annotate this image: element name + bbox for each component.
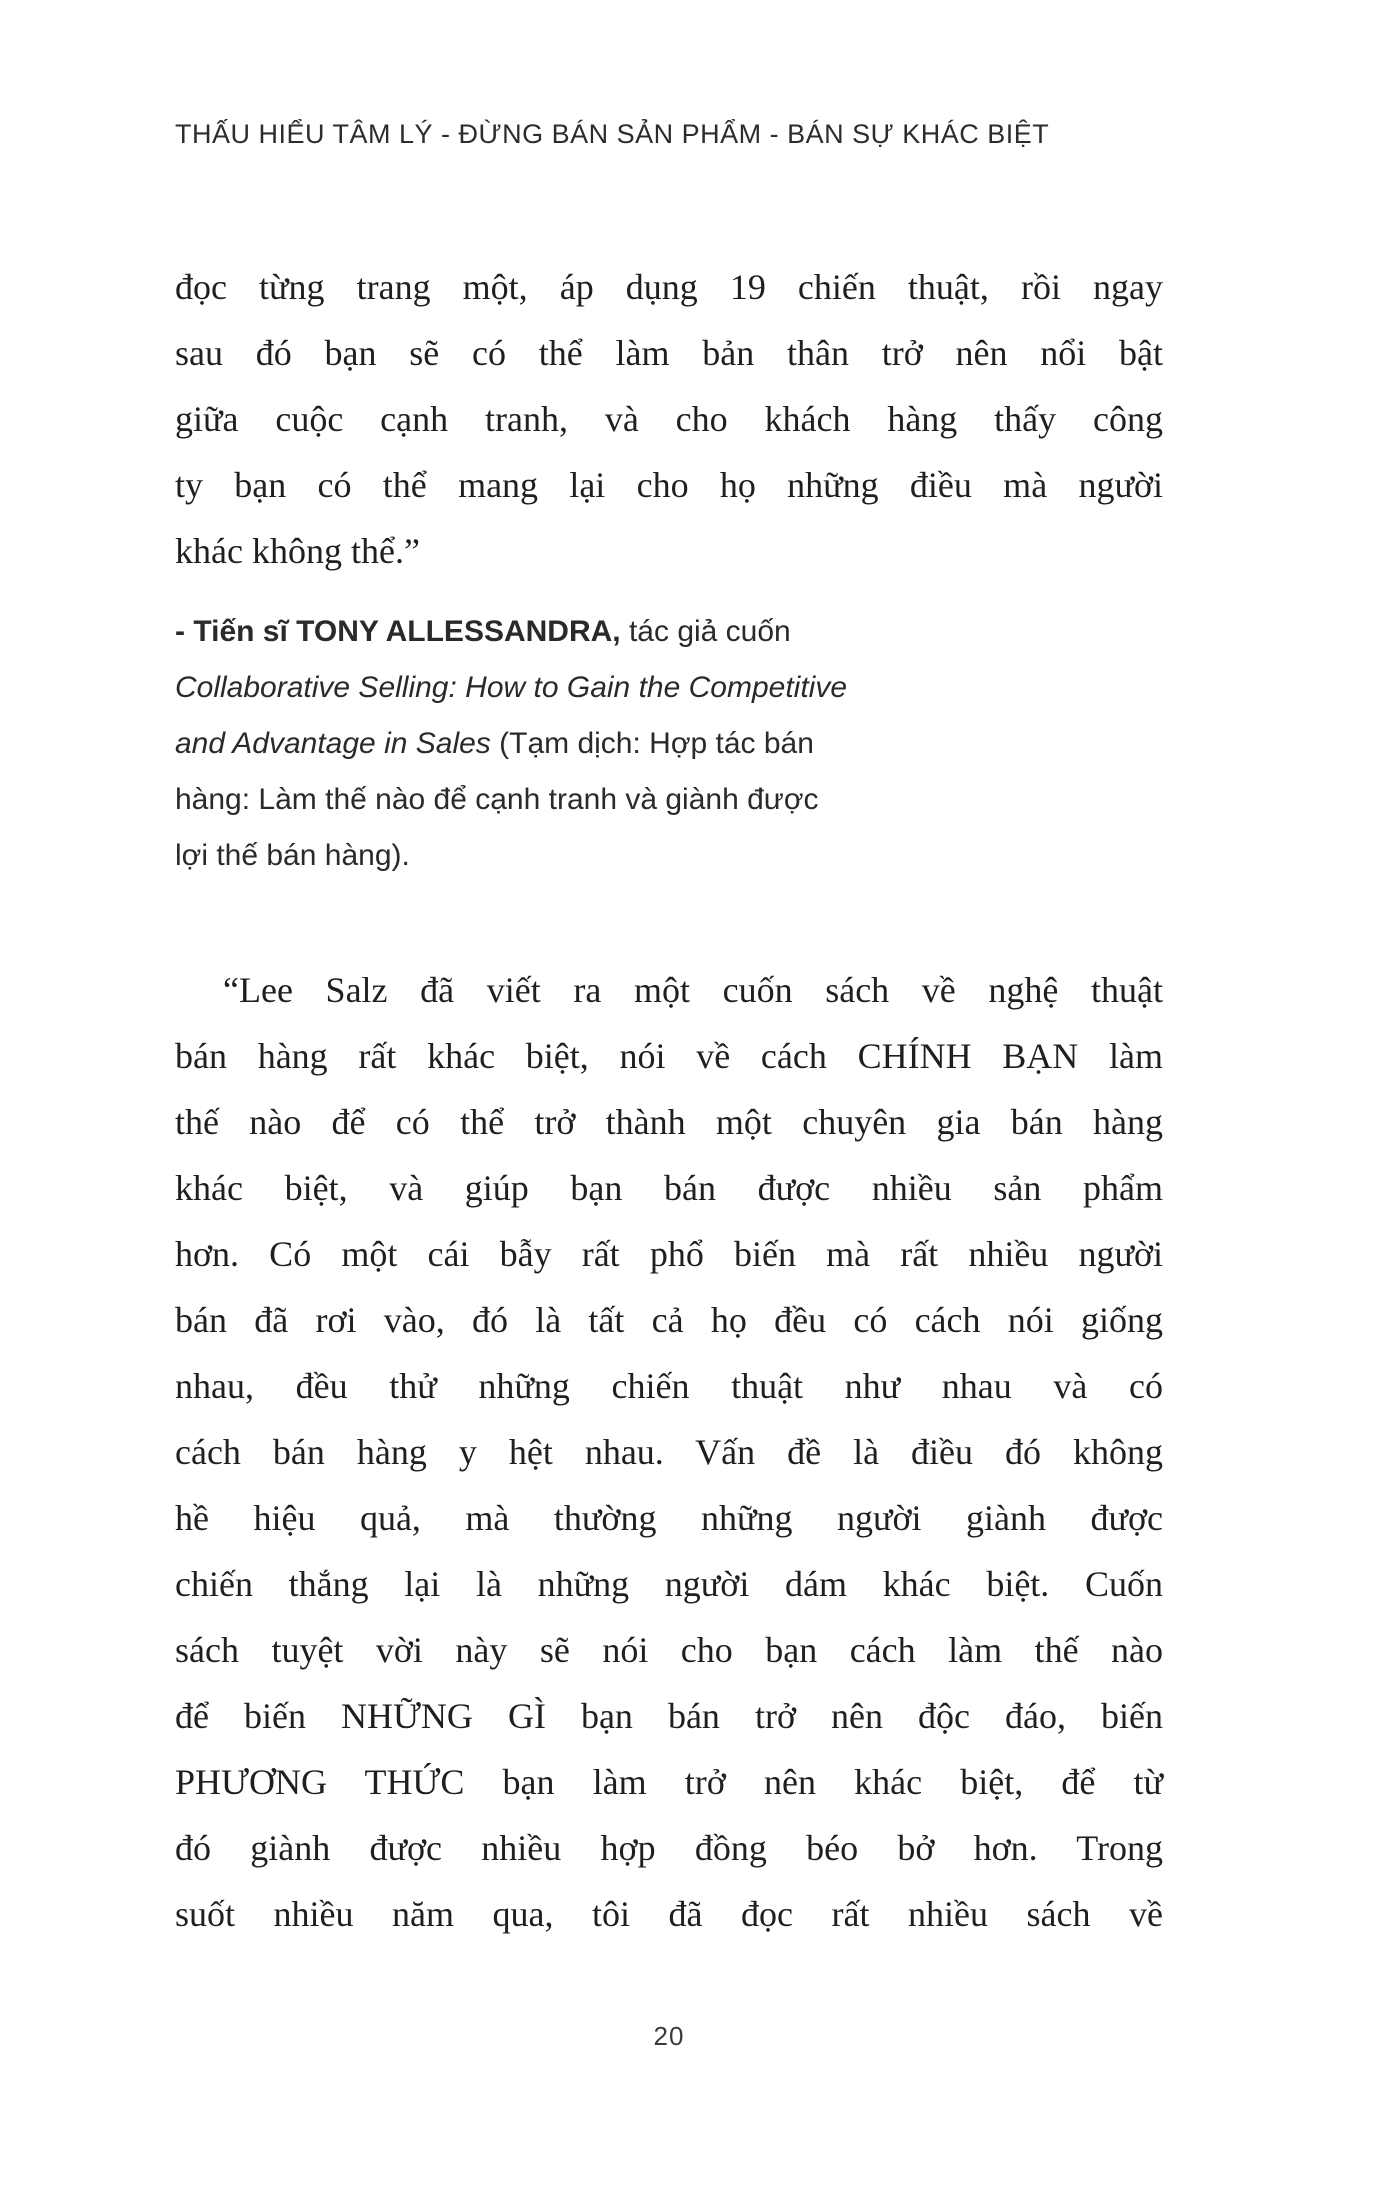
text-line: đọc từng trang một, áp dụng 19 chiến thuật, rồi ngay — [175, 267, 1163, 307]
attribution-block — [175, 604, 1163, 884]
text-line: giữa cuộc cạnh tranh, và cho khách hàng thấy công — [175, 399, 1163, 439]
running-header: THẤU HIỂU TÂM LÝ - ĐỪNG BÁN SẢN PHẨM - BÁN SỰ KHÁC BIỆT — [175, 119, 1050, 149]
text-line: sau đó bạn sẽ có thể làm bản thân trở nên nổi bật — [175, 333, 1163, 373]
text-line: bán hàng rất khác biệt, nói về cách CHÍNH BẠN làm — [175, 1036, 1163, 1076]
page-number: 20 — [653, 2021, 685, 2051]
text-line: chiến thắng lại là những người dám khác biệt. Cuốn — [175, 1564, 1163, 1604]
attribution-line — [175, 716, 1163, 772]
text-line: để biến NHỮNG GÌ bạn bán trở nên độc đáo, biến — [175, 1696, 1163, 1736]
attribution-line — [175, 604, 1163, 660]
text-line: khác biệt, và giúp bạn bán được nhiều sản phẩm — [175, 1168, 1163, 1208]
text-line: nhau, đều thử những chiến thuật như nhau và có — [175, 1366, 1163, 1406]
attribution-segment: Collaborative Selling: How to Gain the Competitive — [175, 671, 847, 704]
attribution-line — [175, 660, 1163, 716]
attribution-line — [175, 772, 1163, 828]
text-line: suốt nhiều năm qua, tôi đã đọc rất nhiều sách về — [175, 1894, 1163, 1934]
attribution-segment: lợi thế bán hàng). — [175, 839, 410, 872]
text-line: cách bán hàng y hệt nhau. Vấn đề là điều đó không — [175, 1432, 1163, 1472]
attribution-segment: (Tạm dịch: Hợp tác bán — [490, 727, 814, 760]
attribution-segment: tác giả cuốn — [620, 615, 791, 648]
text-line: PHƯƠNG THỨC bạn làm trở nên khác biệt, để từ — [175, 1762, 1163, 1802]
quote-paragraph — [175, 254, 1163, 584]
text-line: hề hiệu quả, mà thường những người giành được — [175, 1498, 1163, 1538]
text-line: khác không thể.” — [175, 531, 420, 571]
text-line: thế nào để có thể trở thành một chuyên gia bán hàng — [175, 1102, 1163, 1142]
attribution-segment: - Tiến sĩ TONY ALLESSANDRA, — [175, 615, 621, 648]
attribution-segment: and Advantage in Sales — [175, 727, 491, 760]
attribution-line — [175, 828, 1163, 884]
text-line: bán đã rơi vào, đó là tất cả họ đều có cách nói giống — [175, 1300, 1163, 1340]
text-line: đó giành được nhiều hợp đồng béo bở hơn. Trong — [175, 1828, 1163, 1868]
text-line: ty bạn có thể mang lại cho họ những điều mà người — [175, 465, 1163, 505]
endorsement-paragraph — [175, 957, 1163, 1947]
text-line: hơn. Có một cái bẫy rất phổ biến mà rất nhiều người — [175, 1234, 1163, 1274]
attribution-segment: hàng: Làm thế nào để cạnh tranh và giành được — [175, 783, 819, 816]
text-line: sách tuyệt vời này sẽ nói cho bạn cách làm thế nào — [175, 1630, 1163, 1670]
text-line: “Lee Salz đã viết ra một cuốn sách về nghệ thuật — [223, 970, 1163, 1010]
